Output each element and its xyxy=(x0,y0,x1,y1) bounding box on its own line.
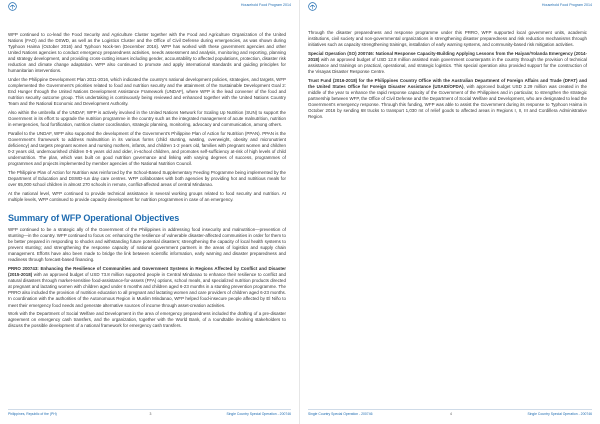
paragraph: WFP continued to co-lead the Food Security and Agriculture Cluster together with the Food and Agriculture Organization of the United Nations (FAO) and the DSWD, as well as the Logistics Cluster and the Office of Civil Defense during emergencies, as was shown during Typhoon Haima (October 2016) and Typhoon Nock-ten (December 2016). WFP has worked with these government agencies and other United Nations agencies to conduct emergency preparedness activities, needs assessment and analysis, monitoring and reporting, planning and strategy development, and providing cross-cutting issues including gender, accountability to affected populations, protection, disaster risk reduction and climate change adaptation. WFP also continued to promote and apply international standards and guiding principles for humanitarian interventions. xyxy=(8,32,286,74)
trust-fund-title: Trust Fund (2016-2018) for the Philippines Country Office with the Australian Department of Foreign Affairs and Trade (DFAT) and the United States Office for Foreign Disaster Assistance (USAID/OFDA) xyxy=(308,77,587,89)
left-footer xyxy=(8,409,291,416)
paragraph: WFP continued to be a strategic ally of the Government of the Philippines in addressing food insecurity and malnutrition—prevention of stunting—in the country. WFP continued to focus on: enhancing the resilience of vulnerable disaster-affected communities in order for them to be better prepared in responding to shocks and withstanding future potential disasters; strengthening the capacity of local health systems to prevent stunting; and strengthening the response capacity of national government partners in the areas of logistics and supply chain management. Efforts have also been made to bridge the link between scientific information, early warning and disaster preparedness and readiness through forecast-based financing. xyxy=(8,227,286,263)
paragraph: Parallel to the UNDAF, WFP also supported the development of the Government's Philippine Plan of Action for Nutrition (PPAN). PPAN is the Government's framework to address malnutrition in its various forms (child stunting, wasting, overweight, obesity and micronutrient deficiency) and targets pregnant women and nursing mothers, infants, and children 1-2 years old, families with pregnant women and children 0-2 years old, undernourished children 0-5 years old and older, in-school children, and promotes self-sufficiency at-risk of high levels of child undernutrition. The plan, which was built on good nutrition governance and linking with varying degrees of success, programmes of programmes and projects implemented by member agencies of the National Nutrition Council. xyxy=(8,130,286,167)
footer-country-label: Philippines, Republic of the (PH) xyxy=(8,412,57,416)
paragraph: Under the Philippine Development Plan 2011-2016, which indicated the country's national development policies, strategies, and targets, WFP complemented the Government's priorities related to food and nutrition security and the attainment of the Sustainable Development Goal 2: End Hunger through the United Nations Development Assistance Framework (UNDAF), where WFP is the lead convener of the food and nutrition security outcome group. This undertaking is continuously being reviewed and enhanced together with the United Nations Country Team and the National Economic and Development Authority. xyxy=(8,77,286,107)
right-header xyxy=(300,0,600,12)
page-number: 3 xyxy=(149,412,152,416)
paragraph: Work with the Department of Social Welfare and Development in the area of emergency preparedness included the drafting of a pre-disaster agreement on emergency cash transfers, and the organization, together with the World Bank, of a roundtable involving stakeholders to discuss the possible development of a national framework for emergency cash transfers. xyxy=(8,311,286,329)
prro-title: PRRO 200743: Enhancing the Resilience of Communities and Government Systems in Regions Affected by Conflict and Disaster (2015-2018) xyxy=(8,266,286,278)
paragraph: The Philippine Plan of Action for Nutrition was reinforced by the School-Based Supplementary Feeding Programme being implemented by the Department of Education and DSWD-run day care centres. WFP collaborates with both agencies by providing hot and nutritious meals for over 65,000 school children in almost 270 schools in remote, conflict-affected areas of central Mindanao. xyxy=(8,170,286,188)
paragraph: Also within the umbrella of the UNDAF, WFP is actively involved in the United Nations Network for Scaling Up Nutrition (SUN) to support the Government in its effort to upgrade the nutrition programme in the country such as the integrated management of acute malnutrition, nutrition in emergencies, food fortification, nutrition cluster coordination, strategic planning, monitoring, advocacy and communication, among others. xyxy=(8,110,286,128)
so-title: Special Operation (SO) 200746: National Response Capacity-Building Applying Lessons from the Haiyan/Yolanda Emergency (2014-2018) xyxy=(308,50,587,62)
left-body xyxy=(8,32,286,332)
prro-text: with an approved budget of USD 73.8 million supported people in Central Mindanao to enhance their resilience to conflict and natural disasters through market-sensitive food-assistance-for-assets (FFA) options, school meals, and specialized nutrition products directed at pregnant and lactating women with children aged under 6 months and children aged 6-23 months in a stunting prevention programme. The PRRO also included the provision of nutrition education to all pregnant and lactating women and care providers of children aged 6-23 months. In coordination with the authorities of the Autonomous Region in Muslim Mindanao, WFP helped food-insecure people affected by El Niño to meet their emergency food needs and generate alternative sources of income through asset-creation activities. xyxy=(8,272,287,308)
footer-operation-label: Single Country Special Operation - 200746 xyxy=(308,412,373,416)
running-title: Household Food Program 2014 xyxy=(240,3,291,7)
so-paragraph xyxy=(308,51,587,75)
footer-operation-label: Single Country Special Operation - 200746 xyxy=(226,412,291,416)
trust-fund-paragraph xyxy=(308,78,587,121)
prro-paragraph xyxy=(8,266,286,309)
right-body xyxy=(308,30,587,123)
running-title: Household Food Program 2014 xyxy=(541,3,592,7)
so-text: with an approved budget of USD 12.8 million assisted main government counterparts in the country through the provision of technical assistance and trainings on practical, operational, and strategic logistics. This special operation also provided support for the construction of the Visayas Disaster Response Centre. xyxy=(308,56,587,75)
page-number: 4 xyxy=(450,412,452,416)
trust-fund-text: , with approved budget USD 2.29 million was created in the middle of the year to enhance the rapid response capacity of the Government of the Philippines and in particular, to strengthen the strategic partnership between WFP, the Office of Civil Defense and the Department of Social Welfare and Development, who are designated to lead the Government's emergency response. Through this funding, WFP was able to assist the Government during its response to Typhoon Haima in October 2016 by sending 68 trucks to transport 1,030 mt of relief goods to affected areas in Regions I, II, III and Cordillera Administrative Region. xyxy=(308,83,587,120)
left-header xyxy=(0,0,299,12)
wfp-emblem-icon xyxy=(8,2,17,11)
paragraph: Through the disaster preparedness and response programme under this PRRO, WFP supported local government units, academic institutions, civil society and non-governmental organizations in strengthening disaster preparedness and risk reduction mechanisms through initiatives such as capacity strengthening trainings, installation of early warning systems, and community-based risk mitigation activities. xyxy=(308,30,587,48)
paragraph: At the national level, WFP continued to provide technical assistance in several working groups related to food security and nutrition. At multiple levels, WFP continued to provide capacity development for nutrition programmes in case of an emergency. xyxy=(8,190,286,202)
section-heading: Summary of WFP Operational Objectives xyxy=(8,213,180,223)
right-page xyxy=(300,0,600,424)
wfp-emblem-icon xyxy=(308,2,317,11)
footer-operation-label: Single Country Special Operation - 200746 xyxy=(527,412,592,416)
right-footer xyxy=(308,409,592,416)
